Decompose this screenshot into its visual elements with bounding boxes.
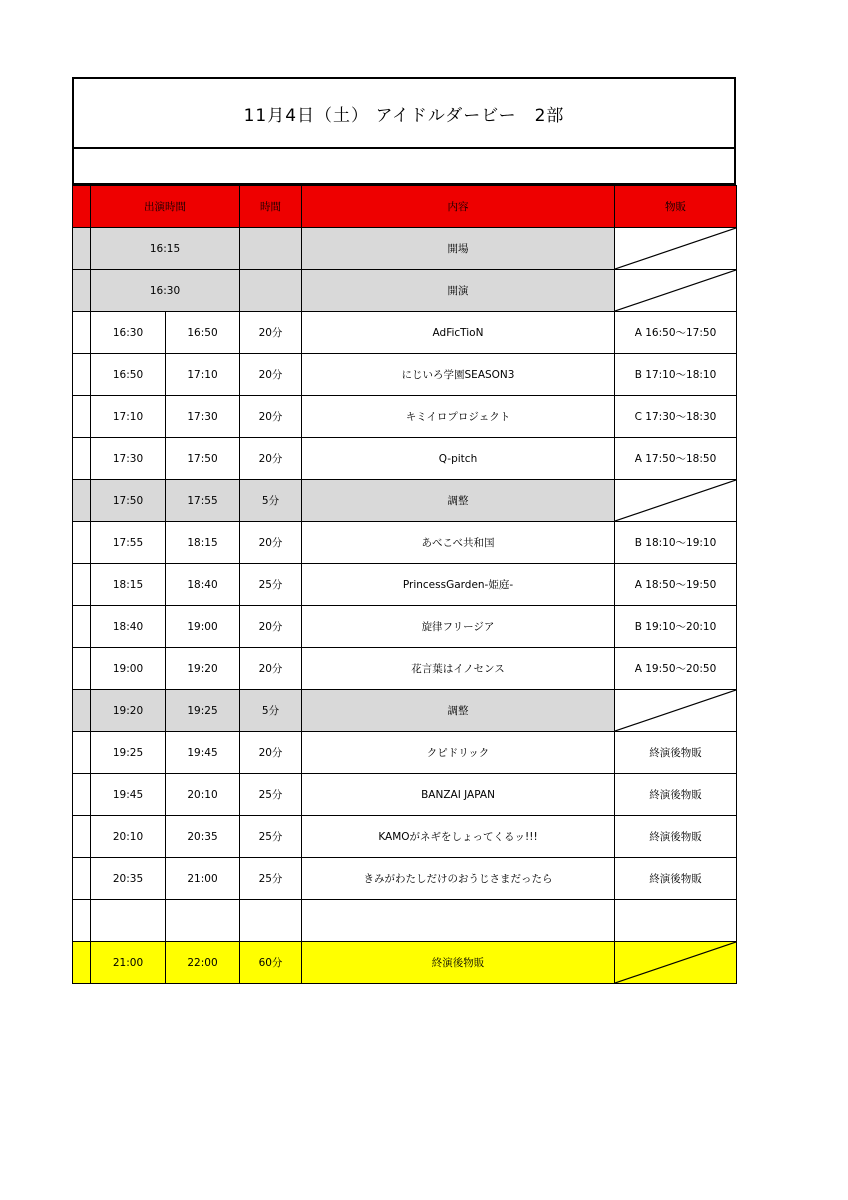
start-time-cell: 18:15 <box>91 564 166 606</box>
row-margin-cell <box>73 900 91 942</box>
table-row <box>73 774 737 816</box>
duration-cell: 20分 <box>240 732 302 774</box>
duration-cell: 20分 <box>240 396 302 438</box>
duration-cell: 5分 <box>240 480 302 522</box>
content-cell: クピドリック <box>302 732 615 774</box>
row-margin-cell <box>73 690 91 732</box>
merch-cell: 終演後物販 <box>615 858 737 900</box>
row-margin-cell <box>73 774 91 816</box>
table-row <box>73 648 737 690</box>
table-row <box>73 816 737 858</box>
table-row <box>73 438 737 480</box>
row-margin-cell <box>73 858 91 900</box>
row-margin-cell <box>73 228 91 270</box>
start-time-cell <box>91 900 166 942</box>
start-time-cell: 16:30 <box>91 270 240 312</box>
merch-cell: 終演後物販 <box>615 774 737 816</box>
row-margin-cell <box>73 606 91 648</box>
merch-cell <box>615 900 737 942</box>
table-row <box>73 606 737 648</box>
end-time-cell: 19:25 <box>166 690 240 732</box>
start-time-cell: 16:15 <box>91 228 240 270</box>
header-content: 内容 <box>302 186 615 228</box>
table-row <box>73 858 737 900</box>
duration-cell: 20分 <box>240 438 302 480</box>
merch-cell: A 17:50～18:50 <box>615 438 737 480</box>
merch-cell-empty <box>615 480 737 522</box>
merch-cell: A 18:50～19:50 <box>615 564 737 606</box>
duration-cell: 25分 <box>240 564 302 606</box>
end-time-cell: 20:10 <box>166 774 240 816</box>
merch-cell-empty <box>615 270 737 312</box>
table-row <box>73 312 737 354</box>
content-cell: 開演 <box>302 270 615 312</box>
duration-cell: 20分 <box>240 606 302 648</box>
table-row <box>73 732 737 774</box>
content-cell: 調整 <box>302 690 615 732</box>
start-time-cell: 19:00 <box>91 648 166 690</box>
content-cell: AdFicTioN <box>302 312 615 354</box>
merch-cell: 終演後物販 <box>615 732 737 774</box>
start-time-cell: 17:30 <box>91 438 166 480</box>
table-row <box>73 690 737 732</box>
start-time-cell: 16:50 <box>91 354 166 396</box>
start-time-cell: 19:45 <box>91 774 166 816</box>
row-margin-cell <box>73 438 91 480</box>
end-time-cell: 19:00 <box>166 606 240 648</box>
end-time-cell: 20:35 <box>166 816 240 858</box>
content-cell: あべこべ共和国 <box>302 522 615 564</box>
merch-cell: C 17:30～18:30 <box>615 396 737 438</box>
row-margin-cell <box>73 816 91 858</box>
start-time-cell: 20:35 <box>91 858 166 900</box>
end-time-cell: 22:00 <box>166 942 240 984</box>
duration-cell: 25分 <box>240 774 302 816</box>
page-title: 11月4日（土） アイドルダービー 2部 <box>72 77 736 149</box>
content-cell <box>302 900 615 942</box>
start-time-cell: 19:20 <box>91 690 166 732</box>
table-row <box>73 228 737 270</box>
duration-cell: 25分 <box>240 816 302 858</box>
duration-cell: 20分 <box>240 354 302 396</box>
blank-row <box>72 149 736 185</box>
content-cell: 開場 <box>302 228 615 270</box>
table-row <box>73 942 737 984</box>
end-time-cell: 17:30 <box>166 396 240 438</box>
end-time-cell: 18:15 <box>166 522 240 564</box>
end-time-cell: 17:10 <box>166 354 240 396</box>
content-cell: BANZAI JAPAN <box>302 774 615 816</box>
content-cell: PrincessGarden-姫庭- <box>302 564 615 606</box>
merch-cell: A 16:50～17:50 <box>615 312 737 354</box>
merch-cell-empty <box>615 228 737 270</box>
header-merch: 物販 <box>615 186 737 228</box>
content-cell: きみがわたしだけのおうじさまだったら <box>302 858 615 900</box>
end-time-cell: 16:50 <box>166 312 240 354</box>
merch-cell: B 17:10～18:10 <box>615 354 737 396</box>
start-time-cell: 21:00 <box>91 942 166 984</box>
content-cell: 終演後物販 <box>302 942 615 984</box>
content-cell: Q-pitch <box>302 438 615 480</box>
duration-cell <box>240 228 302 270</box>
table-row <box>73 564 737 606</box>
table-row <box>73 480 737 522</box>
duration-cell: 20分 <box>240 312 302 354</box>
table-header <box>73 186 737 228</box>
merch-cell: B 18:10～19:10 <box>615 522 737 564</box>
start-time-cell: 18:40 <box>91 606 166 648</box>
row-margin-cell <box>73 354 91 396</box>
content-cell: 調整 <box>302 480 615 522</box>
table-row <box>73 354 737 396</box>
merch-cell: A 19:50～20:50 <box>615 648 737 690</box>
row-margin-cell <box>73 942 91 984</box>
end-time-cell: 17:50 <box>166 438 240 480</box>
table-row <box>73 522 737 564</box>
merch-cell-empty <box>615 942 737 984</box>
content-cell: 花言葉はイノセンス <box>302 648 615 690</box>
content-cell: KAMOがネギをしょってくるッ!!! <box>302 816 615 858</box>
header-duration: 時間 <box>240 186 302 228</box>
merch-cell-empty <box>615 690 737 732</box>
row-margin-cell <box>73 732 91 774</box>
row-margin-cell <box>73 522 91 564</box>
table-row <box>73 396 737 438</box>
start-time-cell: 16:30 <box>91 312 166 354</box>
table-row <box>73 270 737 312</box>
end-time-cell: 19:45 <box>166 732 240 774</box>
header-start-time: 出演時間 <box>91 186 240 228</box>
row-margin-cell <box>73 312 91 354</box>
row-margin-cell <box>73 270 91 312</box>
duration-cell: 20分 <box>240 648 302 690</box>
schedule-table <box>72 185 737 984</box>
row-margin-cell <box>73 648 91 690</box>
start-time-cell: 20:10 <box>91 816 166 858</box>
content-cell: にじいろ学園SEASON3 <box>302 354 615 396</box>
schedule-sheet <box>72 77 736 984</box>
duration-cell: 5分 <box>240 690 302 732</box>
merch-cell: 終演後物販 <box>615 816 737 858</box>
duration-cell <box>240 270 302 312</box>
row-margin-cell <box>73 396 91 438</box>
start-time-cell: 17:50 <box>91 480 166 522</box>
end-time-cell: 19:20 <box>166 648 240 690</box>
start-time-cell: 17:10 <box>91 396 166 438</box>
start-time-cell: 17:55 <box>91 522 166 564</box>
end-time-cell: 21:00 <box>166 858 240 900</box>
merch-cell: B 19:10～20:10 <box>615 606 737 648</box>
row-margin-cell <box>73 480 91 522</box>
content-cell: キミイロプロジェクト <box>302 396 615 438</box>
duration-cell: 20分 <box>240 522 302 564</box>
duration-cell: 25分 <box>240 858 302 900</box>
duration-cell: 60分 <box>240 942 302 984</box>
end-time-cell: 17:55 <box>166 480 240 522</box>
content-cell: 旋律フリージア <box>302 606 615 648</box>
row-margin-cell <box>73 564 91 606</box>
duration-cell <box>240 900 302 942</box>
table-row <box>73 900 737 942</box>
end-time-cell <box>166 900 240 942</box>
header-margin-cell <box>73 186 91 228</box>
start-time-cell: 19:25 <box>91 732 166 774</box>
end-time-cell: 18:40 <box>166 564 240 606</box>
